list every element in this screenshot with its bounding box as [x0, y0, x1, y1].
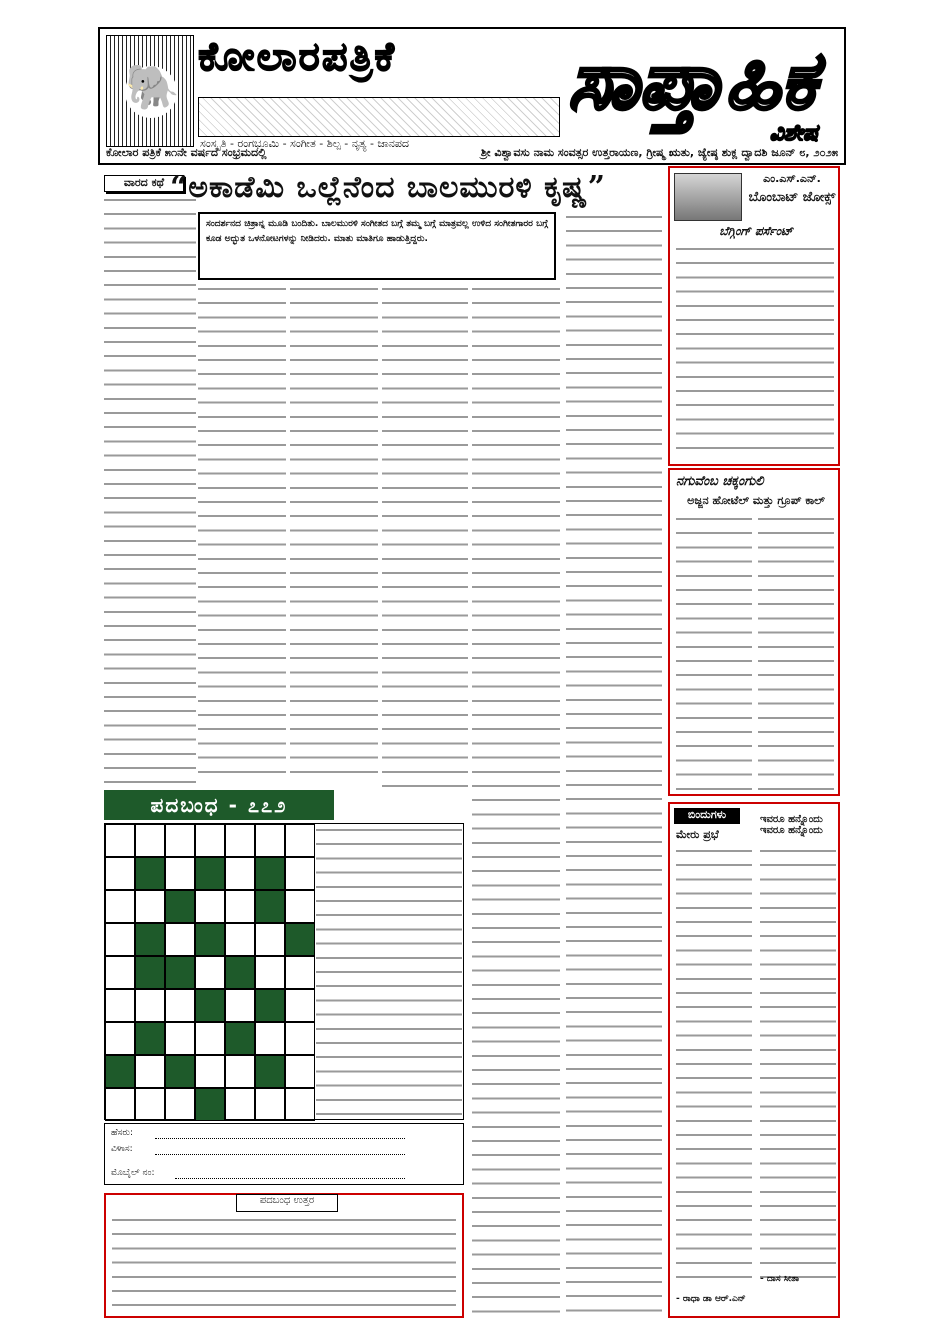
crossword-cell[interactable]: [105, 890, 135, 923]
crossword-cell: [285, 923, 315, 956]
poem-left-credit: - ರಾಧಾ ಡಾ ಆರ್.ಎನ್: [676, 1294, 746, 1304]
jokes-box: [668, 166, 840, 466]
crossword-cell[interactable]: [165, 989, 195, 1022]
crossword-cell: [135, 1022, 165, 1055]
jokes-text: [676, 244, 834, 460]
poem-right-credit: - ದಾಸ ಸೀತಾ: [760, 1274, 800, 1284]
crossword-cell: [195, 923, 225, 956]
crossword-cell[interactable]: [165, 1088, 195, 1121]
crossword-cell[interactable]: [225, 1055, 255, 1088]
laughter-title: ನಗುವೆಂಬ ಚಕ್ಕಂಗುಲಿ: [676, 474, 764, 489]
laughter-text-left: [676, 514, 752, 792]
crossword-cell[interactable]: [195, 824, 225, 857]
article-column-4: [472, 284, 560, 1314]
crossword-cell: [225, 1022, 255, 1055]
crossword-cell[interactable]: [255, 923, 285, 956]
laughter-subtitle: ಅಜ್ಜನ ಹೋಟೆಲ್ ಮತ್ತು ಗ್ರೂಪ್ ಕಾಲ್: [687, 494, 825, 507]
poem-left-title: ಮೇರು ಪ್ರಭೆ: [676, 828, 719, 841]
crossword-cell[interactable]: [225, 1088, 255, 1121]
crossword-answers: [104, 1193, 464, 1318]
left-column-text: [104, 195, 196, 785]
crossword-cell[interactable]: [225, 824, 255, 857]
crossword-cell[interactable]: [165, 824, 195, 857]
poems-tag: ಬಿಂದುಗಳು: [674, 808, 740, 824]
culture-illustration: [198, 97, 560, 137]
crossword-cell[interactable]: [225, 857, 255, 890]
name-line[interactable]: [155, 1138, 405, 1139]
caricature-image: [674, 173, 742, 221]
crossword-cell[interactable]: [285, 890, 315, 923]
story-tag: ವಾರದ ಕಥೆ: [104, 175, 184, 192]
masthead-art: [106, 35, 194, 147]
crossword-cell[interactable]: [165, 923, 195, 956]
jokes-subtitle: ಬೆಗ್ಗಿಂಗ್ ಪರ್ಸೆಂಟ್: [719, 224, 793, 238]
crossword-cell[interactable]: [255, 824, 285, 857]
masthead-weekly-sub: ವಿಶೇಷ: [769, 121, 818, 146]
article-column-5: [566, 212, 662, 1314]
crossword-cell[interactable]: [285, 1055, 315, 1088]
crossword-cell[interactable]: [285, 824, 315, 857]
intro-box: ಸಂದರ್ಶನದ ಚಿತ್ರಾನ್ನ ಮೂಡಿ ಬಂದಿತು. ಬಾಲಮುರಳಿ ಸಂಗೀತದ ಬಗ್ಗೆ ತಮ್ಮ ಬಗ್ಗೆ ಮಾತ್ರವಲ್ಲ ಉಳಿದ ಸಂಗೀತಗಾರರ ಬಗ್ಗೆ ಕೂಡ ಅದ್ಭುತ ಒಳನೋಟಗಳನ್ನು ನೀಡಿದರು. ಮಾತು ಮಾತಿಗೂ ಹಾಡುತ್ತಿದ್ದರು.: [198, 212, 556, 280]
answers-tag: ಪದಬಂಧ ಉತ್ತರ: [236, 1194, 338, 1212]
laughter-box: [668, 468, 840, 796]
masthead-weekly: ಸಾಪ್ತಾಹಿಕ: [568, 33, 816, 127]
jokes-author: ಎಂ.ಎಸ್.ಎನ್.: [763, 172, 821, 185]
crossword-cell: [225, 956, 255, 989]
entry-form: [104, 1123, 464, 1185]
poem-left-text: [676, 846, 752, 1286]
main-headline: “ಅಕಾಡೆಮಿ ಒಲ್ಲೆನೆಂದ ಬಾಲಮುರಳಿ ಕೃಷ್ಣ”: [170, 170, 607, 205]
crossword-cell: [135, 857, 165, 890]
phone-label: ಮೊಬೈಲ್ ನಂ:: [111, 1168, 155, 1178]
crossword-cell[interactable]: [105, 1022, 135, 1055]
dateline-right: ಶ್ರೀ ವಿಶ್ವಾವಸು ನಾಮ ಸಂವತ್ಸರ ಉತ್ತರಾಯಣ, ಗ್ರೀಷ್ಮ ಋತು, ಜ್ಯೇಷ್ಠ ಶುಕ್ಲ ದ್ವಾದಶಿ ಜೂನ್ ೮, ೨೦೨೫: [480, 146, 838, 159]
crossword-cell[interactable]: [135, 890, 165, 923]
crossword-cell[interactable]: [105, 923, 135, 956]
crossword-cell: [195, 857, 225, 890]
elephant-icon: 🐘: [125, 66, 177, 118]
crossword-cell[interactable]: [255, 1088, 285, 1121]
crossword-cell[interactable]: [105, 824, 135, 857]
answers-text: [112, 1215, 456, 1313]
article-column-3: [382, 284, 468, 794]
crossword-cell: [165, 956, 195, 989]
laughter-text-right: [758, 514, 834, 792]
poems-box: [668, 802, 840, 1318]
crossword-cell[interactable]: [135, 1088, 165, 1121]
article-column-2: [290, 284, 378, 784]
crossword-cell: [135, 923, 165, 956]
crossword-cell[interactable]: [195, 890, 225, 923]
crossword-cell[interactable]: [285, 1022, 315, 1055]
dateline-left: ಕೋಲಾರ ಪತ್ರಿಕೆ ೫೧ನೇ ವರ್ಷದ ಸಂಭ್ರಮದಲ್ಲಿ: [106, 146, 267, 159]
masthead: [98, 27, 846, 165]
crossword-cell[interactable]: [225, 989, 255, 1022]
name-label: ಹೆಸರು:: [111, 1128, 134, 1138]
crossword-cell[interactable]: [285, 1088, 315, 1121]
address-label: ವಿಳಾಸ:: [111, 1144, 133, 1154]
crossword-cell[interactable]: [225, 923, 255, 956]
address-line[interactable]: [155, 1154, 405, 1155]
crossword-cell[interactable]: [195, 1055, 225, 1088]
crossword-cell: [195, 989, 225, 1022]
crossword-cell[interactable]: [165, 857, 195, 890]
crossword-cell[interactable]: [255, 1022, 285, 1055]
jokes-title: ಬೊಂಬಾಟ್ ಜೋಕ್ಸ್: [748, 190, 836, 205]
crossword-cell[interactable]: [105, 857, 135, 890]
crossword-cell: [165, 1055, 195, 1088]
crossword-clues: [316, 825, 462, 1115]
poem-right-text: [760, 846, 836, 1286]
crossword-cell: [105, 1055, 135, 1088]
crossword-cell[interactable]: [285, 956, 315, 989]
crossword-cell[interactable]: [105, 989, 135, 1022]
crossword-cell[interactable]: [255, 956, 285, 989]
crossword-cell[interactable]: [195, 1022, 225, 1055]
crossword-cell[interactable]: [285, 989, 315, 1022]
poem-right-title: ಇವರೂ ಹನ್ನೊಂದು ಇವರೂ ಹನ್ನೊಂದು: [760, 814, 823, 836]
crossword-cell: [135, 956, 165, 989]
crossword-cell: [255, 1055, 285, 1088]
crossword-cell[interactable]: [105, 956, 135, 989]
article-column-1: [198, 284, 286, 784]
masthead-tagline: ಸಂಸ್ಕೃತಿ - ರಂಗಭೂಮಿ - ಸಂಗೀತ - ಶಿಲ್ಪ - ನೃತ್ಯ - ಜಾನಪದ: [200, 137, 409, 150]
crossword-cell[interactable]: [105, 1088, 135, 1121]
crossword-cell: [255, 890, 285, 923]
crossword-cell: [165, 890, 195, 923]
crossword-cell[interactable]: [285, 857, 315, 890]
crossword-cell[interactable]: [135, 989, 165, 1022]
phone-line[interactable]: [175, 1178, 405, 1179]
crossword-cell[interactable]: [225, 890, 255, 923]
crossword-cell[interactable]: [195, 956, 225, 989]
crossword-cell[interactable]: [135, 1055, 165, 1088]
crossword-cell[interactable]: [165, 1022, 195, 1055]
dateline: [98, 146, 846, 164]
masthead-title: ಕೋಲಾರಪತ್ರಿಕೆ: [198, 33, 396, 80]
crossword-cell: [195, 1088, 225, 1121]
crossword-cell: [255, 857, 285, 890]
crossword-title: ಪದಬಂಧ - ೭೭೨: [104, 790, 334, 820]
crossword-cell[interactable]: [135, 824, 165, 857]
crossword-cell: [255, 989, 285, 1022]
